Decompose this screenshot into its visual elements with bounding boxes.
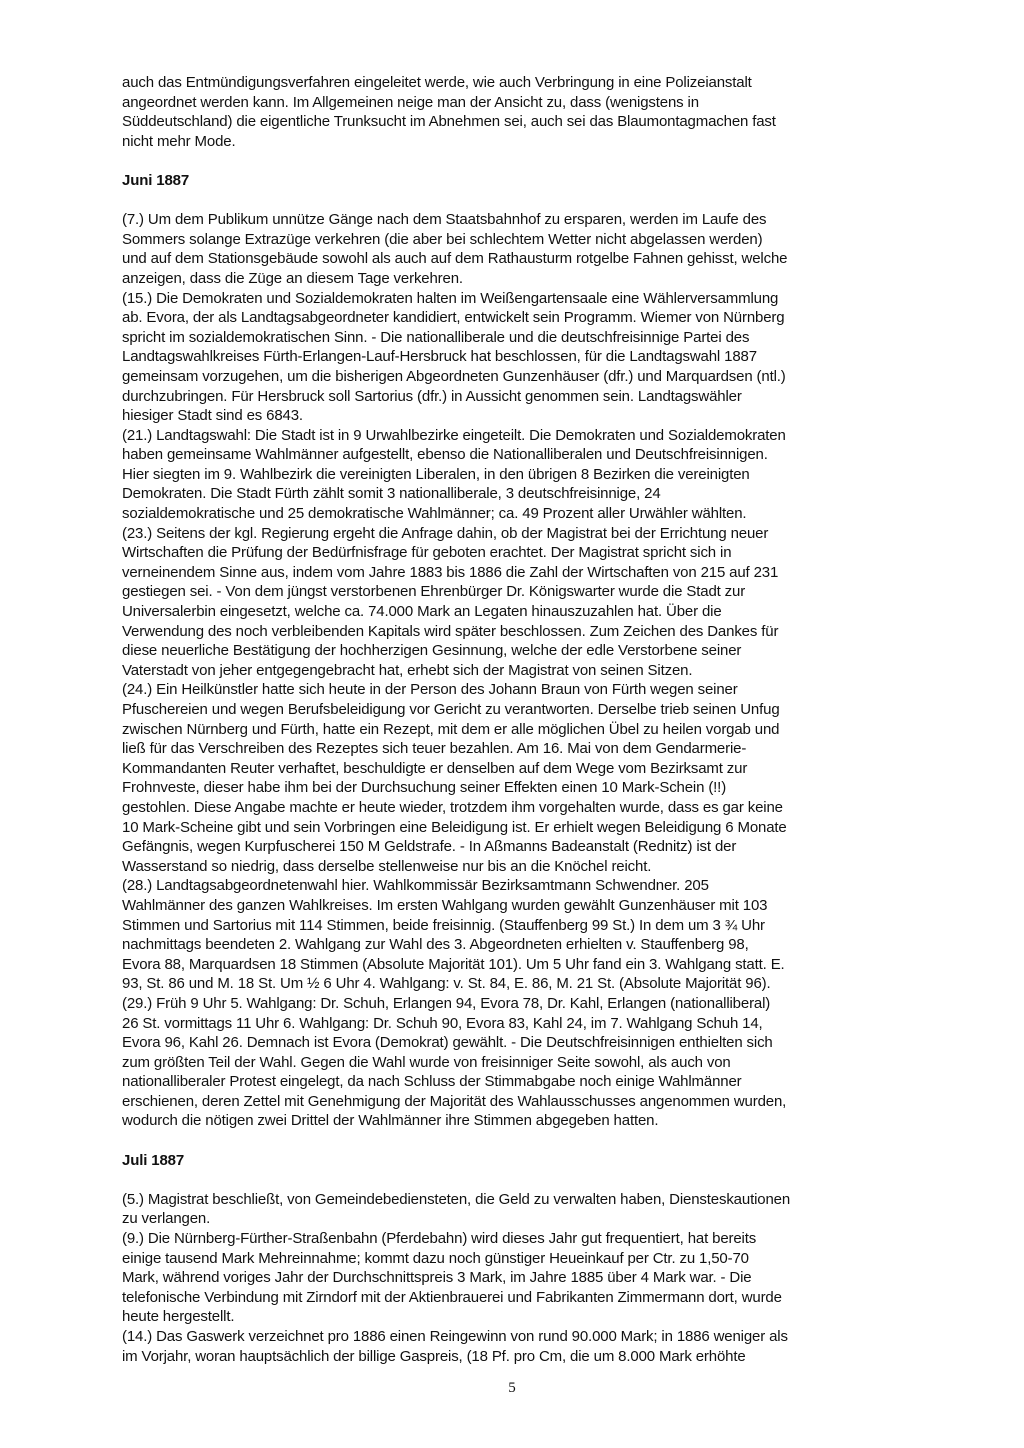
text-line: Wasserstand so niedrig, dass derselbe stellenweise nur bis an die Knöchel reicht. — [122, 857, 652, 875]
text-line: 10 Mark-Scheine gibt und sein Vorbringen eine Beleidigung ist. Er erhielt wegen Beleidigung 6 Monate — [122, 818, 787, 836]
text-line: 93, St. 86 und M. 18 St. Um ½ 6 Uhr 4. Wahlgang: v. St. 84, E. 86, M. 21 St. (Absolute Majorität 96). — [122, 975, 771, 993]
text-line: (21.) Landtagswahl: Die Stadt ist in 9 Urwahlbezirke eingeteilt. Die Demokraten und Sozialdemokraten — [122, 426, 786, 444]
text-line: Evora 88, Marquardsen 18 Stimmen (Absolute Majorität 101). Um 5 Uhr fand ein 3. Wahlgang statt. E. — [122, 955, 785, 973]
text-line: sozialdemokratische und 25 demokratische Wahlmänner; ca. 49 Prozent aller Urwähler wählten. — [122, 505, 747, 523]
blank-line — [122, 1170, 922, 1190]
text-line: gestohlen. Diese Angabe machte er heute wieder, trotzdem ihm vorgehalten wurde, dass es gar keine — [122, 798, 783, 816]
text-line: (9.) Die Nürnberg-Fürther-Straßenbahn (Pferdebahn) wird dieses Jahr gut frequentiert, hat bereits — [122, 1230, 757, 1248]
text-line: und auf dem Stationsgebäude sowohl als auch auf dem Rathausturm rotgelbe Fahnen gehisst, welche — [122, 250, 788, 268]
text-line: ließ für das Verschreiben des Rezeptes sich teuer bezahlen. Am 16. Mai von dem Gendarmerie- — [122, 740, 747, 758]
text-line: haben gemeinsame Wahlmänner aufgestellt, ebenso die Nationalliberalen und Deutschfreisinnigen. — [122, 446, 768, 464]
text-line: 26 St. vormittags 11 Uhr 6. Wahlgang: Dr. Schuh 90, Evora 83, Kahl 24, im 7. Wahlgang Schuh 14, — [122, 1014, 763, 1032]
text-line: nationalliberaler Protest eingelegt, da nach Schluss der Stimmabgabe noch einige Wahlmänner — [122, 1073, 742, 1091]
text-line: Hier siegten im 9. Wahlbezirk die vereinigten Liberalen, in den übrigen 8 Bezirken die vereinigten — [122, 465, 750, 483]
text-line: (7.) Um dem Publikum unnütze Gänge nach dem Staatsbahnhof zu ersparen, werden im Laufe des — [122, 211, 767, 229]
text-line: wodurch die nötigen zwei Drittel der Wahlmänner ihre Stimmen abgegeben hatten. — [122, 1112, 659, 1130]
text-line: heute hergestellt. — [122, 1308, 235, 1326]
text-line: Pfuschereien und wegen Berufsbeleidigung vor Gericht zu verantworten. Derselbe trieb seinen Unfug — [122, 701, 780, 718]
text-line: erschienen, deren Zettel mit Genehmigung der Majorität des Wahlausschusses angenommen wurden, — [122, 1092, 787, 1110]
text-line: Süddeutschland) die eigentliche Trunksucht im Abnehmen sei, auch sei das Blaumontagmachen fast — [122, 113, 776, 131]
text-line: Sommers solange Extrazüge verkehren (die aber bei schlechtem Wetter nicht abgelassen werden) — [122, 230, 763, 248]
text-line: angeordnet werden kann. Im Allgemeinen neige man der Ansicht zu, dass (wenigstens in — [122, 93, 699, 111]
blank-line — [122, 1131, 922, 1151]
page-number: 5 — [508, 1380, 516, 1396]
text-line: Evora 96, Kahl 26. Demnach ist Evora (Demokrat) gewählt. - Die Deutschfreisinnigen enthielten sich — [122, 1034, 773, 1052]
text-line: ab. Evora, der als Landtagsabgeordneter kandidiert, entwickelt sein Programm. Wiemer von Nürnberg — [122, 309, 785, 327]
text-line: telefonische Verbindung mit Zirndorf mit der Aktienbrauerei und Fabrikanten Zimmermann dort, wurde — [122, 1288, 782, 1306]
text-line: zwischen Nürnberg und Fürth, hatte ein Rezept, mit dem er alle möglichen Übel zu heilen vorgab und — [122, 720, 780, 738]
text-line: durchzubringen. Für Hersbruck soll Sartorius (dfr.) in Aussicht genommen sein. Landtagswähler — [122, 387, 742, 405]
text-line: hiesiger Stadt sind es 6843. — [122, 407, 303, 425]
text-line: zu verlangen. — [122, 1210, 211, 1228]
text-line: (29.) Früh 9 Uhr 5. Wahlgang: Dr. Schuh, Erlangen 94, Evora 78, Dr. Kahl, Erlangen (nationalliberal) — [122, 994, 771, 1012]
text-line: diese neuerliche Bestätigung der hochherzigen Gesinnung, welche der edle Verstorbene seiner — [122, 642, 742, 660]
text-line: Gefängnis, wegen Kurpfuscherei 150 M Geldstrafe. - In Aßmanns Badeanstalt (Rednitz) ist der — [122, 838, 737, 856]
text-line: Verwendung des noch verbleibenden Kapitals wird später beschlossen. Zum Zeichen des Dankes für — [122, 622, 779, 640]
text-line: gestiegen sei. - Von dem jüngst verstorbenen Ehrenbürger Dr. Königswarter wurde die Stadt zur — [122, 583, 746, 601]
text-line: (5.) Magistrat beschließt, von Gemeindebediensteten, die Geld zu verwalten haben, Diensteskautionen — [122, 1190, 791, 1208]
text-line: gemeinsam vorzugehen, um die bisherigen Abgeordneten Gunzenhäuser (dfr.) und Marquardsen (ntl.) — [122, 367, 786, 385]
text-line: im Vorjahr, woran hauptsächlich der billige Gaspreis, (18 Pf. pro Cm, die um 8.000 Mark erhöhte — [122, 1347, 746, 1365]
text-line: (28.) Landtagsabgeordnetenwahl hier. Wahlkommissär Bezirksamtmann Schwendner. 205 — [122, 877, 709, 895]
text-line: Stimmen und Sartorius mit 114 Stimmen, beide freisinnig. (Stauffenberg 99 St.) In dem um 3 ¾ Uhr — [122, 916, 765, 934]
text-line: Mark, während voriges Jahr der Durchschnittspreis 3 Mark, im Jahre 1885 über 4 Mark war. - Die — [122, 1269, 752, 1287]
text-line: zum größten Teil der Wahl. Gegen die Wahl wurde von freisinniger Seite sowohl, als auch von — [122, 1053, 731, 1071]
text-line: nicht mehr Mode. — [122, 132, 236, 150]
text-line: Universalerbin eingesetzt, welche ca. 74.000 Mark an Legaten hinauszuzahlen hat. Über die — [122, 603, 722, 621]
blank-line — [122, 191, 922, 211]
text-line: (14.) Das Gaswerk verzeichnet pro 1886 einen Reingewinn von rund 90.000 Mark; in 1886 weniger als — [122, 1328, 788, 1345]
text-line: einige tausend Mark Mehreinnahme; kommt dazu noch günstiger Heueinkauf per Ctr. zu 1,50-70 — [122, 1249, 749, 1267]
text-line: spricht im sozialdemokratischen Sinn. - Die nationalliberale und die deutschfreisinnige Partei des — [122, 328, 750, 346]
document-body — [122, 73, 922, 1366]
section-heading: Juli 1887 — [122, 1151, 185, 1169]
text-line: Frohnveste, dieser habe ihm bei der Durchsuchung seiner Effekten einen 10 Mark-Schein (!!) — [122, 779, 727, 797]
section-heading: Juni 1887 — [122, 171, 190, 189]
text-line: (24.) Ein Heilkünstler hatte sich heute in der Person des Johann Braun von Fürth wegen seiner — [122, 681, 738, 699]
text-line: verneinendem Sinne aus, indem vom Jahre 1883 bis 1886 die Zahl der Wirtschaften von 215 auf 231 — [122, 563, 779, 581]
text-line: Vaterstadt von jeher entgegengebracht hat, erhebt sich der Magistrat von seinen Sitzen. — [122, 661, 693, 679]
text-line: Kommandanten Reuter verhaftet, beschuldigte er denselben auf dem Wege vom Bezirksamt zur — [122, 759, 748, 777]
text-line: (15.) Die Demokraten und Sozialdemokraten halten im Weißengartensaale eine Wählerversammlung — [122, 289, 779, 307]
text-line: (23.) Seitens der kgl. Regierung ergeht die Anfrage dahin, ob der Magistrat bei der Errichtung neuer — [122, 524, 769, 542]
text-line: Wirtschaften die Prüfung der Bedürfnisfrage für geboten erachtet. Der Magistrat spricht sich in — [122, 544, 732, 562]
text-line: nachmittags beendeten 2. Wahlgang zur Wahl des 3. Abgeordneten erhielten v. Stauffenberg 98, — [122, 936, 749, 954]
text-line: Landtagswahlkreises Fürth-Erlangen-Lauf-Hersbruck hat beschlossen, für die Landtagswahl 1887 — [122, 348, 757, 366]
text-line: Wahlmänner des ganzen Wahlkreises. Im ersten Wahlgang wurden gewählt Gunzenhäuser mit 103 — [122, 896, 768, 914]
blank-line — [122, 151, 922, 171]
text-line: anzeigen, dass die Züge an diesem Tage verkehren. — [122, 269, 463, 287]
text-line: Demokraten. Die Stadt Fürth zählt somit 3 nationalliberale, 3 deutschfreisinnige, 24 — [122, 485, 661, 503]
text-line: auch das Entmündigungsverfahren eingeleitet werde, wie auch Verbringung in eine Polizeianstalt — [122, 74, 752, 91]
